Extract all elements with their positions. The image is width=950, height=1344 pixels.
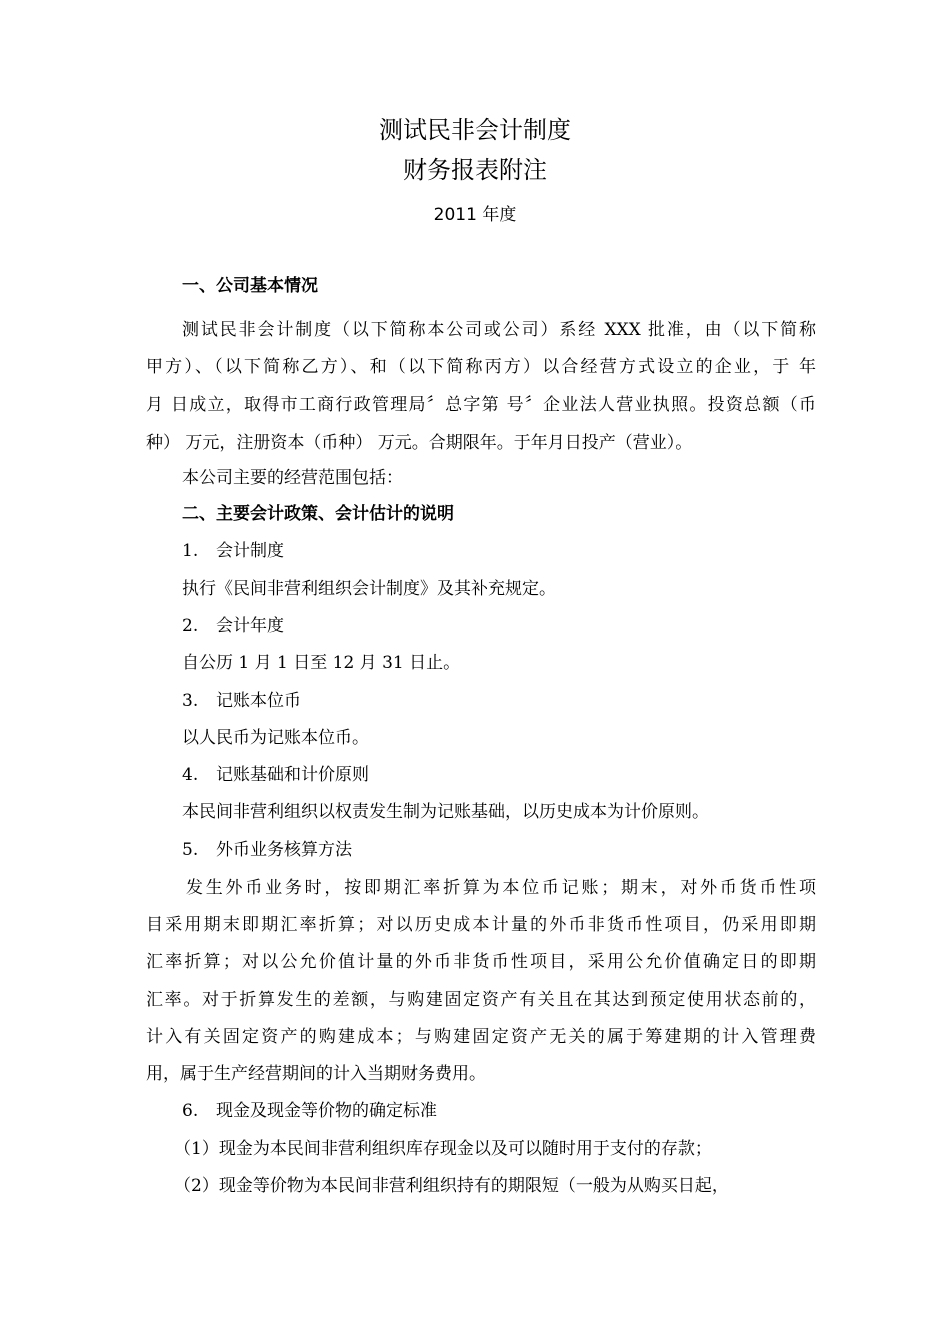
item-heading bbox=[146, 539, 816, 563]
item-number: 2. bbox=[182, 616, 199, 636]
item-number: 1. bbox=[182, 541, 199, 561]
item-title: 现金及现金等价物的确定标准 bbox=[216, 1101, 437, 1121]
item-text: 以人民币为记账本位币。 bbox=[182, 728, 369, 748]
paragraph-line: （2）现金等价物为本民间非营利组织持有的期限短（一般为从购买日起， bbox=[174, 1176, 729, 1196]
paragraph-line: 目采用期末即期汇率折算；对以历史成本计量的外币非货币性项目，仍采用即期 bbox=[146, 915, 816, 935]
item-heading bbox=[146, 1099, 816, 1123]
paragraph-line: 计入有关固定资产的购建成本；与购建固定资产无关的属于筹建期的计入管理费 bbox=[146, 1027, 816, 1047]
item-number: 3. bbox=[182, 691, 199, 711]
item-title: 记账基础和计价原则 bbox=[216, 765, 369, 785]
paragraph-line: 用，属于生产经营期间的计入当期财务费用。 bbox=[146, 1064, 486, 1084]
paragraph-line: 汇率折算；对以公允价值计量的外币非货币性项目，采用公允价值确定日的即期 bbox=[146, 952, 816, 972]
paragraph-line: 汇率。对于折算发生的差额，与购建固定资产有关且在其达到预定使用状态前的， bbox=[146, 990, 816, 1010]
item-text: 自公历 1 月 1 日至 12 月 31 日止。 bbox=[182, 653, 461, 673]
item-heading bbox=[146, 763, 816, 787]
paragraph-line: （1）现金为本民间非营利组织库存现金以及可以随时用于支付的存款； bbox=[174, 1139, 712, 1159]
item-title: 会计年度 bbox=[216, 616, 284, 636]
item-text: 本民间非营利组织以权责发生制为记账基础，以历史成本为计价原则。 bbox=[182, 802, 709, 822]
item-title: 会计制度 bbox=[216, 541, 284, 561]
item-text: 执行《民间非营利组织会计制度》及其补充规定。 bbox=[182, 579, 556, 599]
doc-year: 2011 年度 bbox=[433, 205, 517, 225]
item-number: 6. bbox=[182, 1101, 199, 1121]
item-number: 5. bbox=[182, 840, 199, 860]
doc-subtitle: 财务报表附注 bbox=[403, 156, 547, 184]
section-heading-company-info: 一、公司基本情况 bbox=[182, 276, 318, 296]
item-title: 外币业务核算方法 bbox=[216, 840, 352, 860]
paragraph-line: 种） 万元，注册资本（币种） 万元。合期限年。于年月日投产（营业）。 bbox=[146, 433, 693, 453]
item-title: 记账本位币 bbox=[216, 691, 301, 711]
item-heading bbox=[146, 689, 816, 713]
paragraph-line: 发生外币业务时，按即期汇率折算为本位币记账；期末，对外币货币性项 bbox=[186, 878, 816, 898]
business-scope: 本公司主要的经营范围包括： bbox=[182, 468, 403, 488]
item-heading bbox=[146, 838, 816, 862]
paragraph-line: 月 日成立，取得市工商行政管理局〞总字第 号〞企业法人营业执照。投资总额（币 bbox=[146, 395, 816, 415]
paragraph-line: 甲方）、（以下简称乙方）、和（以下简称丙方）以合经营方式设立的企业，于 年 bbox=[146, 357, 816, 377]
section-heading-accounting-policies: 二、主要会计政策、会计估计的说明 bbox=[182, 504, 454, 524]
doc-title: 测试民非会计制度 bbox=[379, 116, 571, 144]
item-number: 4. bbox=[182, 765, 199, 785]
paragraph-line: 测试民非会计制度（以下简称本公司或公司）系经 XXX 批准，由（以下简称 bbox=[182, 320, 816, 340]
item-heading bbox=[146, 614, 816, 638]
